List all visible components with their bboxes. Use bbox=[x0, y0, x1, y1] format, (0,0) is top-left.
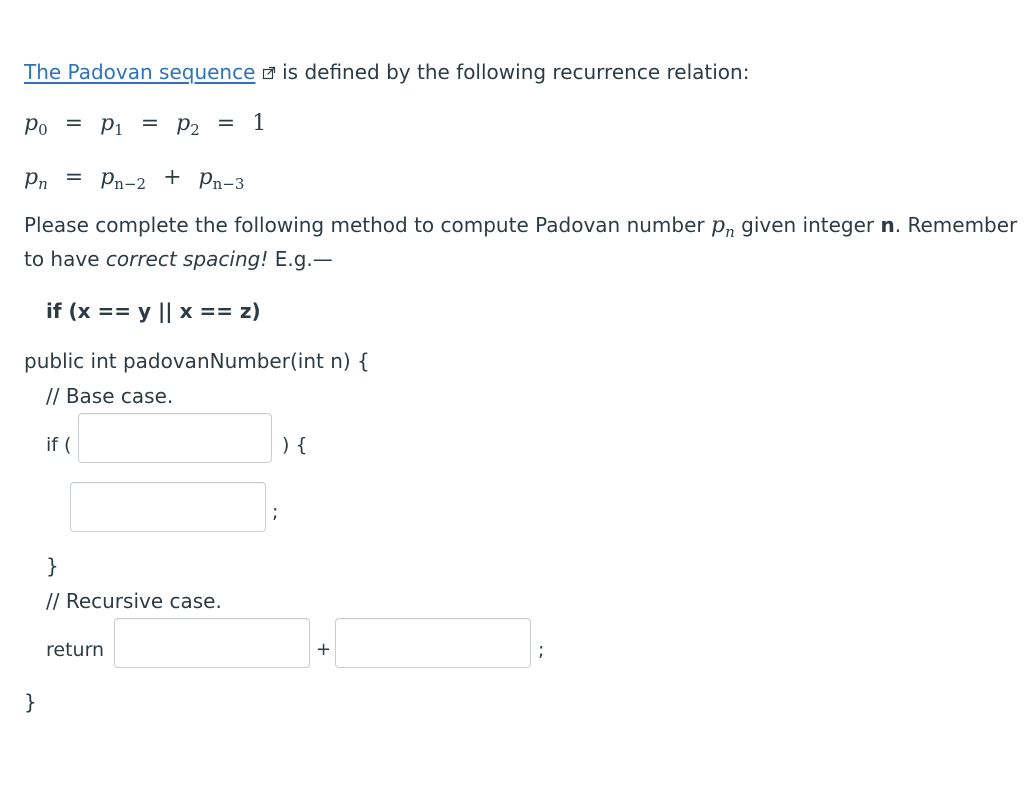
instructions-line-2: to have correct spacing! E.g.— bbox=[24, 247, 333, 271]
if-close-paren: ) { bbox=[282, 434, 308, 456]
base-case-return-input[interactable] bbox=[70, 482, 266, 532]
instructions-line-1: Please complete the following method to compute Padovan number $p_n$ given integer n. Remember bbox=[24, 213, 1018, 241]
recursive-right-input[interactable] bbox=[335, 618, 531, 668]
close-brace-method: } bbox=[24, 690, 37, 714]
spacing-example: if (x == y || x == z) bbox=[46, 299, 261, 323]
base-case-semicolon: ; bbox=[272, 501, 279, 523]
if-condition-input[interactable] bbox=[78, 413, 272, 463]
method-signature: public int padovanNumber(int n) { bbox=[24, 349, 370, 373]
recursive-left-input[interactable] bbox=[114, 618, 310, 668]
recursive-recurrence: $p_n = p_{n-2} + p_{n-3}$ bbox=[24, 165, 245, 193]
external-link-icon bbox=[262, 61, 276, 85]
return-keyword: return bbox=[46, 639, 105, 661]
if-keyword: if ( bbox=[46, 434, 72, 456]
base-case-comment: // Base case. bbox=[46, 384, 174, 408]
intro-text: is defined by the following recurrence relation: bbox=[275, 60, 750, 84]
plus-operator: + bbox=[316, 639, 332, 660]
base-recurrence: $p_0 = p_1 = p_2 = 1$ bbox=[24, 111, 267, 139]
close-brace-if: } bbox=[46, 554, 59, 578]
recursive-case-comment: // Recursive case. bbox=[46, 589, 222, 613]
intro-line bbox=[24, 60, 749, 85]
return-semicolon: ; bbox=[538, 639, 545, 661]
padovan-sequence-link[interactable]: The Padovan sequence bbox=[24, 60, 256, 84]
